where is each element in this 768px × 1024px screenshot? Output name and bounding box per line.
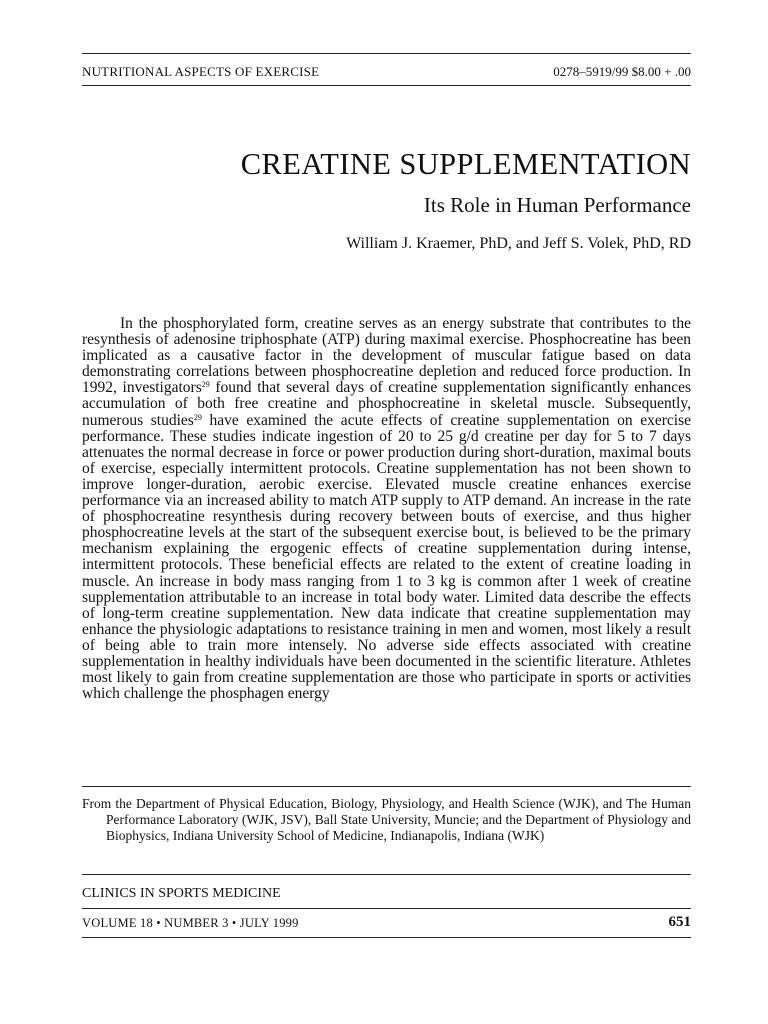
bottom-rule — [82, 937, 691, 938]
article-authors: William J. Kraemer, PhD, and Jeff S. Volek, PhD, RD — [346, 235, 691, 252]
header-rule — [82, 85, 691, 86]
footnote-rule — [82, 786, 691, 787]
running-head-code: 0278–5919/99 $8.00 + .00 — [553, 64, 691, 79]
author-affiliation-footnote: From the Department of Physical Education, Biology, Physiology, and Health Science (WJK), and The Human Performance Laboratory (WJK, JSV), Ball State University, Muncie; and the Department of Physiology and Biophysics, Indiana University School of Medicine, Indianapolis, Indiana (WJK) — [82, 796, 691, 843]
issue-info: VOLUME 18 • NUMBER 3 • JULY 1999 — [82, 916, 299, 930]
page-number: 651 — [668, 914, 691, 930]
body-text-part-3: have examined the acute effects of creatine supplementation on exercise performance. These studies indicate ingestion of 20 to 25 g/d creatine per day for 5 to 7 days attenuates the normal decrease in force or power production during short-duration, maximal bouts of exercise, especially intermittent protocols. Creatine supplementation has not been shown to improve longer-duration, aerobic exercise. Elevated muscle creatine enhances exercise performance via an increased ability to match ATP supply to ATP demand. An increase in the rate of phosphocreatine resynthesis during recovery between bouts of exercise, and thus higher phosphocreatine levels at the start of the subsequent exercise bout, is believed to be the primary mechanism explaining the ergogenic effects of creatine supplementation during intense, intermittent protocols. These beneficial effects are related to the extent of creatine loading in muscle. An increase in body mass ranging from 1 to 3 kg is common after 1 week of creatine supplementation attributable to an increase in total body water. Limited data describe the effects of long-term creatine supplementation. New data indicate that creatine supplementation may enhance the physiologic adaptations to resistance training in men and women, most likely a result of being able to train more intensely. No adverse side effects associated with creatine supplementation in healthy individuals have been documented in the scientific literature. Athletes most likely to gain from creatine supplementation are those who participate in sports or activities which challenge the phosphagen energy — [82, 411, 692, 703]
article-title: CREATINE SUPPLEMENTATION — [240, 147, 691, 181]
reference-superscript: 29 — [201, 380, 210, 390]
abstract-paragraph — [82, 316, 691, 702]
article-subtitle: Its Role in Human Performance — [423, 193, 691, 217]
body-text-part-2: found that several days of creatine supplementation significantly enhances accumulation of both free creatine and phosphocreatine in skeletal muscle. Subsequently, numerous studies — [82, 379, 691, 429]
top-rule — [82, 53, 691, 54]
body-text-part-1: In the phosphorylated form, creatine serves as an energy substrate that contributes to the resynthesis of adenosine triphosphate (ATP) during maximal exercise. Phosphocreatine has been implicated as a causative factor in the development of muscular fatigue based on data demonstrating correlations between phosphocreatine depletion and reduced force production. In 1992, investigators — [82, 315, 691, 397]
journal-name: CLINICS IN SPORTS MEDICINE — [82, 886, 281, 901]
running-head-section: NUTRITIONAL ASPECTS OF EXERCISE — [82, 64, 320, 79]
footer-mid-rule — [82, 908, 691, 909]
reference-superscript: 29 — [193, 412, 202, 422]
footer-rule — [82, 874, 691, 875]
